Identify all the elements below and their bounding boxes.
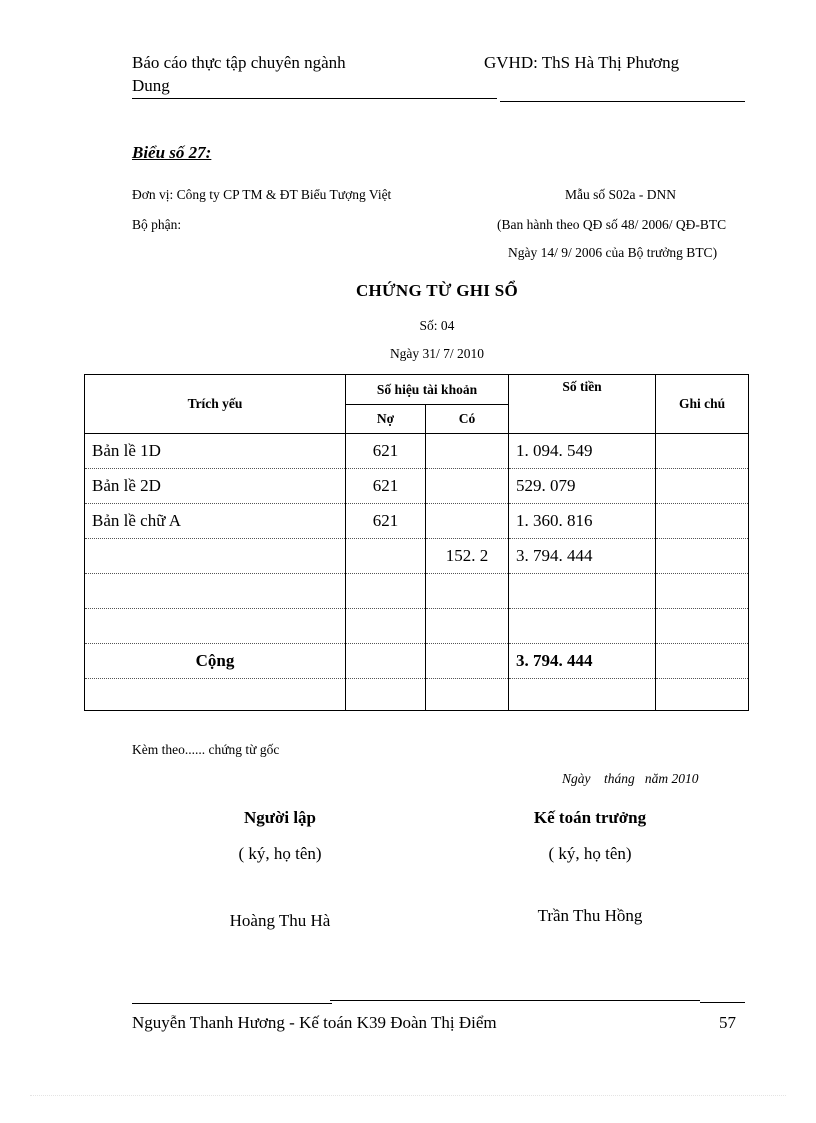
cell-credit xyxy=(426,609,509,644)
cell-debit xyxy=(346,574,426,609)
header-credit: Có xyxy=(426,405,509,434)
header-note: Ghi chú xyxy=(656,375,749,434)
table-row xyxy=(85,609,749,644)
table-row xyxy=(85,539,749,574)
cell-credit xyxy=(426,469,509,504)
footer-author: Nguyễn Thanh Hương - Kế toán K39 Đoàn Thị Điểm xyxy=(132,1013,497,1032)
cell-summary: Bản lề 2D xyxy=(85,469,346,504)
footer-rule-mid xyxy=(330,1000,700,1001)
page-number: 57 xyxy=(719,1013,736,1032)
header-amount: Số tiền xyxy=(509,375,656,434)
page-edge xyxy=(30,1095,786,1096)
table-row xyxy=(85,574,749,609)
chief-accountant-sign-note: ( ký, họ tên) xyxy=(548,844,632,863)
cell-note xyxy=(656,434,749,469)
footer-rule-left xyxy=(132,1003,332,1004)
document-number: Số: 04 xyxy=(419,318,455,333)
chief-accountant-name: Trần Thu Hồng xyxy=(537,906,643,925)
cell-amount: 1. 360. 816 xyxy=(509,504,656,539)
cell-debit xyxy=(346,644,426,679)
header-report-title-cont: Dung xyxy=(132,76,170,95)
cell-summary xyxy=(85,679,346,711)
cell-summary: Bản lề chữ A xyxy=(85,504,346,539)
table-row xyxy=(85,504,749,539)
header-rule-right xyxy=(500,101,745,102)
cell-amount xyxy=(509,609,656,644)
cell-amount: 1. 094. 549 xyxy=(509,434,656,469)
cell-amount xyxy=(509,574,656,609)
cell-credit: 152. 2 xyxy=(426,539,509,574)
cell-note xyxy=(656,679,749,711)
cell-debit: 621 xyxy=(346,504,426,539)
document-title: CHỨNG TỪ GHI SỔ xyxy=(355,281,519,300)
preparer-title: Người lập xyxy=(243,808,317,827)
cell-note xyxy=(656,469,749,504)
cell-credit xyxy=(426,434,509,469)
form-code: Mẫu số S02a - DNN xyxy=(565,187,676,202)
cell-summary: Bản lề 1D xyxy=(85,434,346,469)
total-amount: 3. 794. 444 xyxy=(509,644,656,679)
voucher-table xyxy=(84,374,749,711)
cell-amount xyxy=(509,679,656,711)
cell-credit xyxy=(426,574,509,609)
cell-debit xyxy=(346,609,426,644)
unit-name: Đơn vị: Công ty CP TM & ĐT Biểu Tượng Việt xyxy=(132,187,392,202)
chief-accountant-title: Kế toán trưởng xyxy=(533,808,647,827)
cell-summary xyxy=(85,574,346,609)
header-report-title: Báo cáo thực tập chuyên ngành xyxy=(132,53,346,72)
cell-credit xyxy=(426,679,509,711)
cell-debit: 621 xyxy=(346,469,426,504)
cell-note xyxy=(656,539,749,574)
document-date: Ngày 31/ 7/ 2010 xyxy=(389,346,485,361)
total-label: Cộng xyxy=(85,644,346,679)
footer-rule-right xyxy=(700,1002,745,1003)
issuance-note-2: Ngày 14/ 9/ 2006 của Bộ trưởng BTC) xyxy=(508,245,718,260)
preparer-sign-note: ( ký, họ tên) xyxy=(238,844,322,863)
cell-debit xyxy=(346,539,426,574)
table-row xyxy=(85,469,749,504)
header-supervisor: GVHD: ThS Hà Thị Phương xyxy=(484,53,680,72)
cell-note xyxy=(656,574,749,609)
cell-note xyxy=(656,644,749,679)
signing-date: Ngày tháng năm 2010 xyxy=(562,771,699,786)
cell-summary xyxy=(85,539,346,574)
header-rule-left xyxy=(132,98,497,99)
department-label: Bộ phận: xyxy=(132,217,182,232)
header-account-number: Số hiệu tài khoản xyxy=(346,375,509,405)
preparer-name: Hoàng Thu Hà xyxy=(229,911,331,930)
cell-note xyxy=(656,504,749,539)
form-number-heading: Biểu số 27: xyxy=(132,143,212,162)
issuance-note-1: (Ban hành theo QĐ số 48/ 2006/ QĐ-BTC xyxy=(497,217,727,232)
header-summary: Trích yếu xyxy=(85,375,346,434)
cell-amount: 529. 079 xyxy=(509,469,656,504)
cell-credit xyxy=(426,504,509,539)
header-debit: Nợ xyxy=(346,405,426,434)
total-row xyxy=(85,644,749,679)
table-row xyxy=(85,434,749,469)
cell-summary xyxy=(85,609,346,644)
table-row xyxy=(85,679,749,711)
cell-debit: 621 xyxy=(346,434,426,469)
cell-debit xyxy=(346,679,426,711)
cell-credit xyxy=(426,644,509,679)
cell-note xyxy=(656,609,749,644)
cell-amount: 3. 794. 444 xyxy=(509,539,656,574)
attachments-note: Kèm theo...... chứng từ gốc xyxy=(132,742,280,757)
